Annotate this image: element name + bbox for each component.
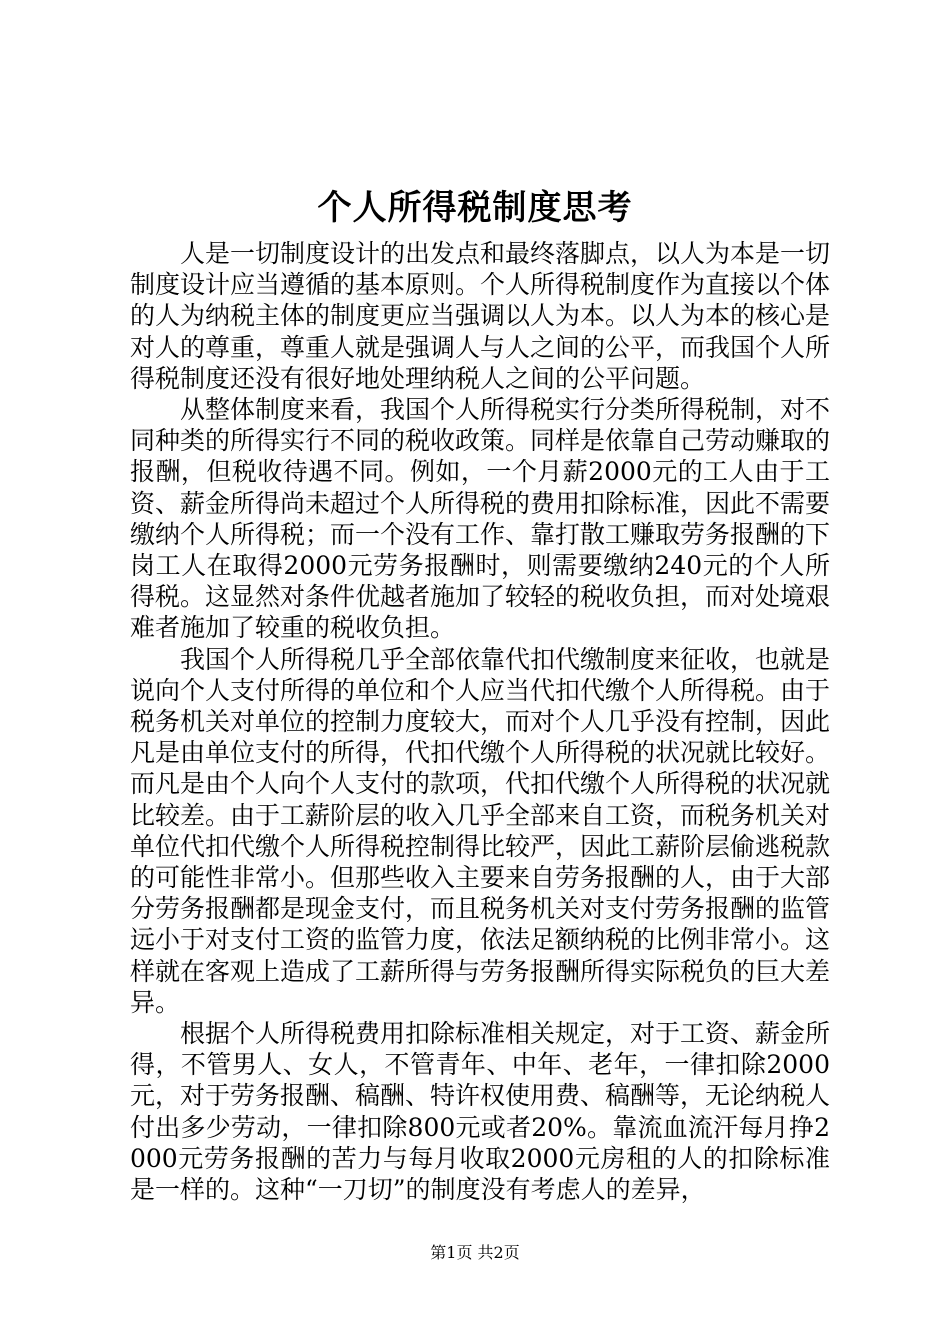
document-body: [130, 238, 830, 1205]
paragraph-3: 我国个人所得税几乎全部依靠代扣代缴制度来征收，也就是说向个人支付所得的单位和个人应当代扣代缴个人所得税。由于税务机关对单位的控制力度较大，而对个人几乎没有控制，因此凡是由单位支付的所得，代扣代缴个人所得税的状况就比较好。而凡是由个人向个人支付的款项，代扣代缴个人所得税的状况就比较差。由于工薪阶层的收入几乎全部来自工资，而税务机关对单位代扣代缴个人所得税控制得比较严，因此工薪阶层偷逃税款的可能性非常小。但那些收入主要来自劳务报酬的人，由于大部分劳务报酬都是现金支付，而且税务机关对支付劳务报酬的监管远小于对支付工资的监管力度，依法足额纳税的比例非常小。这样就在客观上造成了工薪所得与劳务报酬所得实际税负的巨大差异。: [130, 644, 831, 1017]
paragraph-4: 根据个人所得税费用扣除标准相关规定，对于工资、薪金所得，不管男人、女人，不管青年、中年、老年，一律扣除2000元，对于劳务报酬、稿酬、特许权使用费、稿酬等，无论纳税人付出多少劳动，一律扣除800元或者20%。靠流血流汗每月挣2000元劳务报酬的苦力与每月收取2000元房租的人的扣除标准是一样的。这种“一刀切”的制度没有考虑人的差异，: [130, 1019, 831, 1205]
document-title: 个人所得税制度思考: [317, 188, 633, 228]
paragraph-1: 人是一切制度设计的出发点和最终落脚点，以人为本是一切制度设计应当遵循的基本原则。个人所得税制度作为直接以个体的人为纳税主体的制度更应当强调以人为本。以人为本的核心是对人的尊重，尊重人就是强调人与人之间的公平，而我国个人所得税制度还没有很好地处理纳税人之间的公平问题。: [130, 239, 831, 393]
paragraph-2: 从整体制度来看，我国个人所得税实行分类所得税制，对不同种类的所得实行不同的税收政策。同样是依靠自己劳动赚取的报酬，但税收待遇不同。例如，一个月薪2000元的工人由于工资、薪金所得尚未超过个人所得税的费用扣除标准，因此不需要缴纳个人所得税；而一个没有工作、靠打散工赚取劳务报酬的下岗工人在取得2000元劳务报酬时，则需要缴纳240元的个人所得税。这显然对条件优越者施加了较轻的税收负担，而对处境艰难者施加了较重的税收负担。: [130, 395, 831, 643]
page-number: 第1页 共2页: [430, 1243, 520, 1262]
page-footer: [0, 1242, 950, 1264]
